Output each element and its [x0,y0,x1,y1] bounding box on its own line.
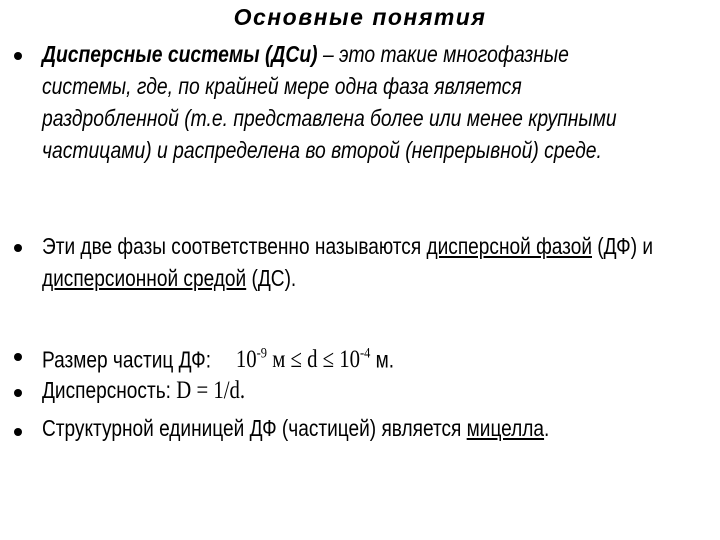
size-lower-exponent: -9 [256,346,268,362]
bullet-dot [14,389,22,397]
dispersity-line [42,374,673,407]
structural-unit-text: Структурной единицей ДФ (частицей) является [42,415,467,441]
slide-title: Основные понятия [233,4,487,30]
size-unit: м. [370,346,395,373]
phases-text: Эти две фазы соответственно называются [42,233,427,259]
size-upper-exponent: -4 [359,346,371,362]
phases-paragraph [42,230,673,294]
bullet-dot [14,428,22,436]
particle-size-line [42,338,673,376]
phases-text: (ДФ) и [592,233,654,259]
size-upper-base: 10 [339,346,360,374]
dispersity-label: Дисперсность: [42,377,171,403]
structural-unit-line [42,412,673,444]
phases-text: (ДС). [246,265,297,291]
definition-text: – это такие многофазные системы, где, по крайней мере одна фаза является раздробленной (т.е. представлена более или менее крупными частицами) и распределена во второй (непрерывной) среде. [42,41,617,163]
term-micelle: мицелла [466,415,545,441]
size-lower-base: 10 [235,346,257,374]
structural-unit-end: . [544,415,550,441]
particle-size-label: Размер частиц ДФ: [42,346,211,373]
size-inequality: м ≤ d ≤ [267,346,340,374]
bullet-dot [14,244,22,252]
term-dispersion-medium: дисперсионной средой [42,265,247,291]
term-dispersed-systems: Дисперсные системы (ДСи) [42,41,318,67]
size-range-formula [236,346,370,373]
term-dispersed-phase: дисперсной фазой [426,233,593,259]
definition-paragraph [42,38,634,166]
bullet-dot [14,353,22,361]
bullet-dot [14,52,22,60]
dispersity-formula: D = 1/d. [176,377,246,404]
